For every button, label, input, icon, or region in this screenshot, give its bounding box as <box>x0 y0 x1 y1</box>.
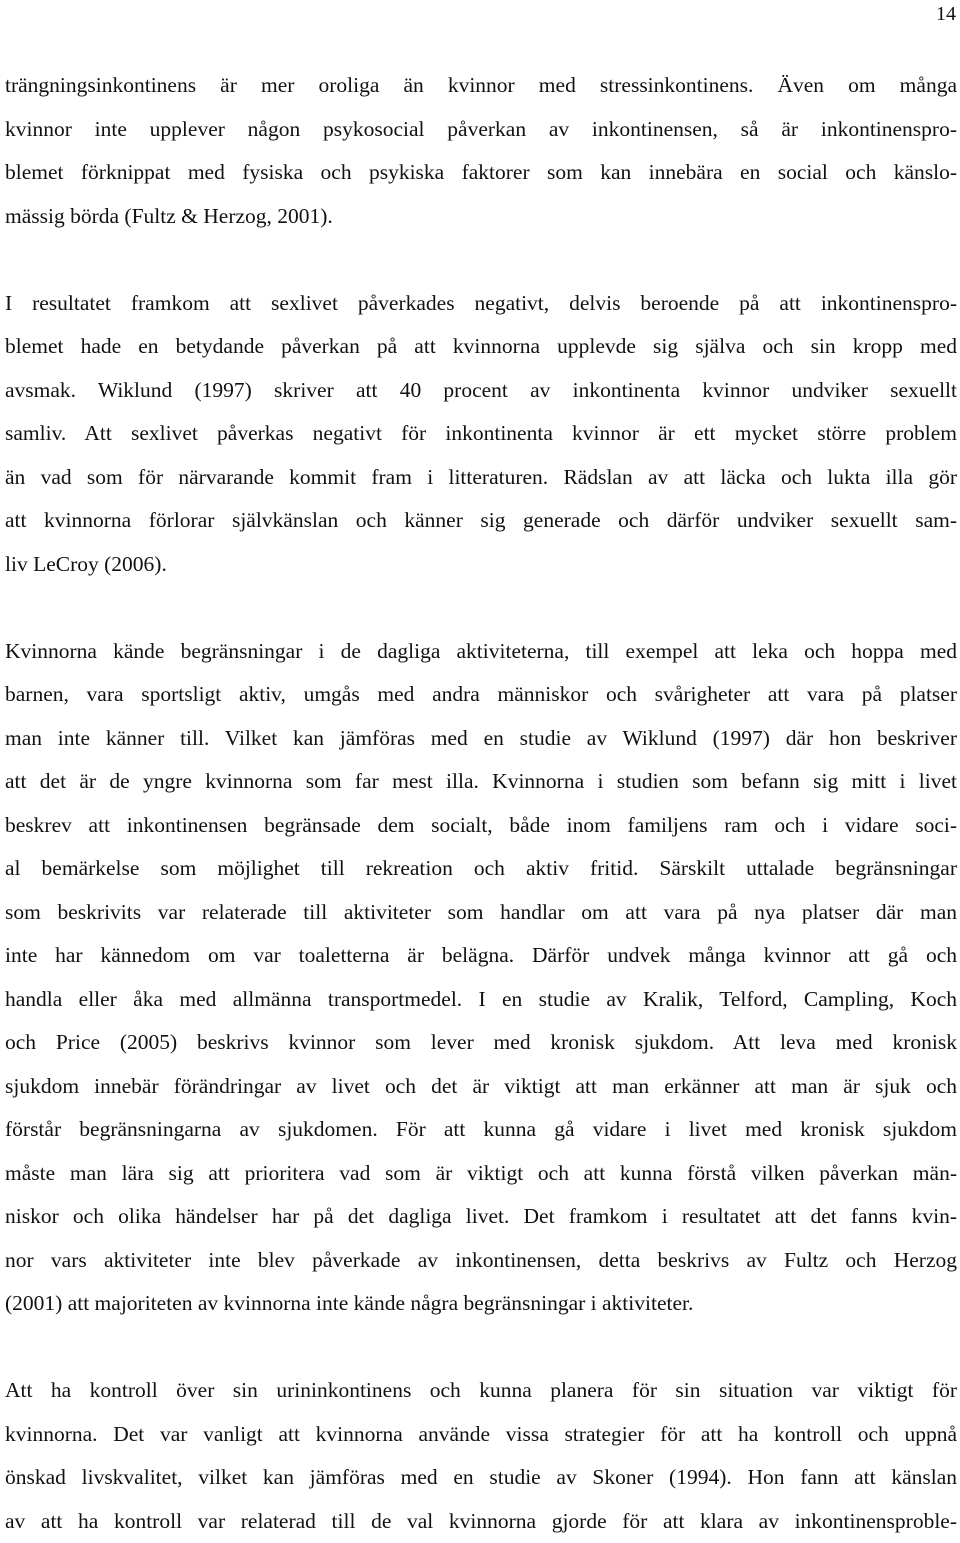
text-line: blemet hade en betydande påverkan på att kvinnorna upplevde sig själva och sin kropp med <box>5 334 957 358</box>
text-line: handla eller åka med allmänna transportmedel. I en studie av Kralik, Telford, Campling, Koch <box>5 986 957 1011</box>
text-line: Att ha kontroll över sin urininkontinens och kunna planera för sin situation var viktigt för <box>5 1378 957 1402</box>
text-line: beskrev att inkontinensen begränsade dem socialt, både inom familjens ram och i vidare soci- <box>5 812 957 837</box>
text-line: att kvinnorna förlorar självkänslan och känner sig generade och därför undviker sexuellt sam- <box>5 508 957 532</box>
paragraph-2 <box>5 282 957 587</box>
text-line: samliv. Att sexlivet påverkas negativt för inkontinenta kvinnor är ett mycket större problem <box>5 421 957 445</box>
text-line: måste man lära sig att prioritera vad som är viktigt och att kunna förstå vilken påverkan män- <box>5 1160 957 1185</box>
text-line: man inte känner till. Vilket kan jämföras med en studie av Wiklund (1997) där hon beskriver <box>5 725 957 750</box>
text-line: I resultatet framkom att sexlivet påverkades negativt, delvis beroende på att inkontinenspro- <box>5 290 957 315</box>
text-line: än vad som för närvarande kommit fram i litteraturen. Rädslan av att läcka och lukta illa gör <box>5 464 957 489</box>
text-line: av att ha kontroll var relaterad till de val kvinnorna gjorde för att klara av inkontinensproble- <box>5 1508 957 1533</box>
paragraph-1 <box>5 64 957 238</box>
paragraph-3 <box>5 630 957 1326</box>
text-line: avsmak. Wiklund (1997) skriver att 40 procent av inkontinenta kvinnor undviker sexuellt <box>5 377 957 402</box>
text-line: och Price (2005) beskrivs kvinnor som lever med kronisk sjukdom. Att leva med kronisk <box>5 1030 957 1054</box>
text-line: mässig börda (Fultz & Herzog, 2001). <box>5 203 333 228</box>
text-line: att det är de yngre kvinnorna som far mest illa. Kvinnorna i studien som befann sig mitt i livet <box>5 769 957 793</box>
text-line: Kvinnorna kände begränsningar i de dagliga aktiviteterna, till exempel att leka och hoppa med <box>5 638 957 663</box>
text-line: nor vars aktiviteter inte blev påverkade av inkontinensen, detta beskrivs av Fultz och Herzog <box>5 1247 957 1272</box>
text-line: blemet förknippat med fysiska och psykiska faktorer som kan innebära en social och känslo- <box>5 160 957 184</box>
page-number: 14 <box>936 3 956 25</box>
text-line: kvinnor inte upplever någon psykosocial påverkan av inkontinensen, så är inkontinenspro- <box>5 116 957 141</box>
text-line: trängningsinkontinens är mer oroliga än kvinnor med stressinkontinens. Även om många <box>5 73 957 97</box>
text-line: al bemärkelse som möjlighet till rekreation och aktiv fritid. Särskilt uttalade begränsningar <box>5 856 957 880</box>
text-line: niskor och olika händelser har på det dagliga livet. Det framkom i resultatet att det fanns kvin- <box>5 1204 957 1228</box>
text-line: förstår begränsningarna av sjukdomen. För att kunna gå vidare i livet med kronisk sjukdom <box>5 1117 957 1141</box>
text-line: barnen, vara sportsligt aktiv, umgås med andra människor och svårigheter att vara på platser <box>5 682 957 706</box>
text-line: sjukdom innebär förändringar av livet och det är viktigt att man erkänner att man är sjuk och <box>5 1073 957 1098</box>
text-line: kvinnorna. Det var vanligt att kvinnorna använde vissa strategier för att ha kontroll och uppnå <box>5 1421 957 1446</box>
text-line: liv LeCroy (2006). <box>5 551 167 576</box>
text-line: önskad livskvalitet, vilket kan jämföras med en studie av Skoner (1994). Hon fann att känslan <box>5 1465 957 1489</box>
text-line: (2001) att majoriteten av kvinnorna inte kände några begränsningar i aktiviteter. <box>5 1291 694 1315</box>
text-line: som beskrivits var relaterade till aktiviteter som handlar om att vara på nya platser där man <box>5 899 957 924</box>
paragraph-4 <box>5 1369 957 1543</box>
document-body <box>5 64 957 1543</box>
text-line: inte har kännedom om var toaletterna är belägna. Därför undvek många kvinnor att gå och <box>5 943 957 967</box>
